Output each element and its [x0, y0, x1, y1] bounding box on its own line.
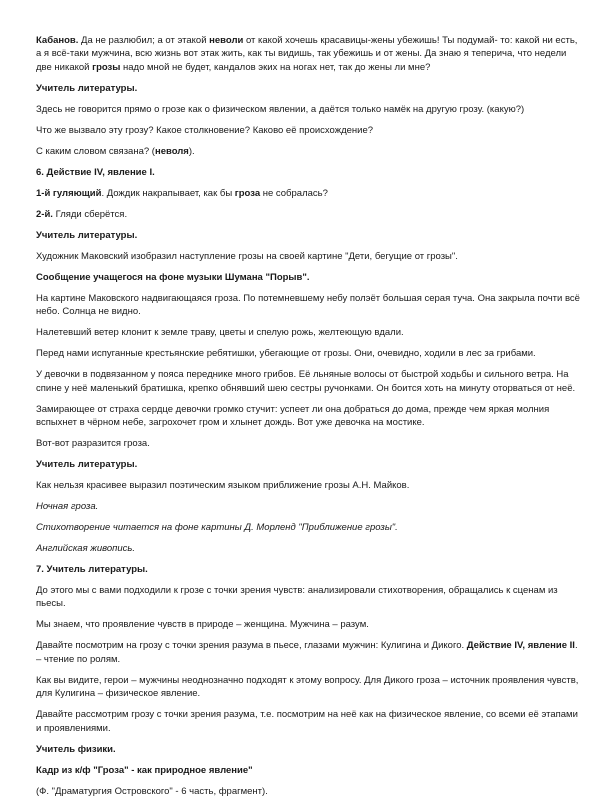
paragraph: Как нельзя красивее выразил поэтическим языком приближение грозы А.Н. Майков. [36, 480, 410, 492]
paragraph: Как вы видите, герои – мужчины неоднозначно подходят к этому вопросу. Для Дикого гроза – источник проявления чувств, для Кулигина – физическое явление. [36, 674, 579, 700]
heading-text: Учитель литературы. [36, 229, 138, 241]
italic-text: Стихотворение читается на фоне картины Д. Морленд "Приближение грозы". [36, 522, 398, 534]
heading-text: Кадр из к/ф "Гроза" - как природное явление" [36, 764, 253, 776]
paragraph: У девочки в подвязанном у пояса переднике много грибов. Её льняные волосы от быстрой ходьбы и сильного ветра. На спине у неё маленький братишка, крепко обнявший шею сестры ручонками. Он боится хоть на минуту оторваться от неё. [36, 369, 576, 394]
heading-physics-teacher [36, 743, 581, 756]
kabanov-speech [36, 34, 581, 74]
paragraph: Давайте рассмотрим грозу с точки зрения разума, т.е. посмотрим на неё как на физическое явление, со всеми её этапами и проявлениями. [36, 709, 578, 734]
speaker-kabanov: Кабанов. [36, 35, 79, 46]
text-span: от какой хочешь красавицы-жены убежишь! Ты подумай- то: какой ни есть, а я всё-таки мужчина, всю жизнь вот этак жить, как ты видишь, так убежишь и от жены. Да знаю я теперича, что недели две никакой [36, 35, 578, 73]
text-span: Давайте посмотрим на грозу с точки зрения разума в пьесе, глазами мужчин: Кулигина и Дикого. [36, 640, 467, 652]
paragraph: Вот-вот разразится гроза. [36, 438, 150, 450]
heading-text: Учитель физики. [36, 743, 116, 755]
text-span: Гляди сберётся. [52, 208, 128, 220]
heading-text: Учитель литературы. [36, 82, 138, 94]
stage-note [36, 521, 581, 534]
paragraph: Что же вызвало эту грозу? Какое столкновение? Каково её происхождение? [36, 124, 374, 136]
keyword-nevolya: неволя [154, 145, 189, 157]
paragraph: Перед нами испуганные крестьянские ребятишки, убегающие от грозы. Они, очевидно, ходили в лес за грибами. [36, 348, 536, 360]
heading-literature-teacher [36, 229, 581, 242]
first-stroller-line [36, 187, 581, 200]
text-span: ). [188, 145, 195, 157]
document-page [36, 34, 581, 806]
paragraph [36, 145, 581, 158]
italic-text: Ночная гроза. [36, 501, 99, 513]
speaker-first-stroller: 1-й гуляющий [36, 187, 102, 199]
paragraph: На картине Маковского надвигающаяся гроза. По потемневшему небу полэёт большая серая туча. Она закрыла почти всё небо. Солнца не видно. [36, 292, 580, 318]
heading-literature-teacher [36, 458, 581, 471]
paragraph: Здесь не говорится прямо о грозе как о физическом явлении, а даётся только намёк на другую грозу. (какую?) [36, 103, 525, 115]
heading-student-report [36, 271, 581, 284]
heading-section-7 [36, 563, 581, 576]
text-span: Да не разлюбил; а от этакой [78, 35, 210, 46]
paragraph: Замирающее от страха сердце девочки громко стучит: успеет ли она добраться до дома, прежде чем яркая молния вспыхнет в чёрном небе, загрохочет гром и хлынет дождь. Вот уже девочка на мостике. [36, 403, 550, 429]
paragraph: Налетевший ветер клонит к земле траву, цветы и спелую рожь, желтеющую вдали. [36, 327, 404, 339]
italic-text: Английская живопись. [36, 543, 136, 555]
paragraph [36, 639, 581, 666]
heading-film-clip [36, 764, 581, 777]
paragraph: Художник Маковский изобразил наступление грозы на своей картине "Дети, бегущие от грозы". [36, 250, 458, 262]
act-iv-scene-ii-ref: Действие IV, явление II [466, 640, 575, 652]
text-span: С каким словом связана? ( [36, 145, 155, 157]
text-span: . – чтение по ролям. [36, 640, 578, 665]
speaker-second-stroller: 2-й. [36, 208, 53, 220]
heading-act-iv-scene-i [36, 166, 581, 179]
keyword-grozy: грозы [92, 61, 121, 73]
heading-text: Сообщение учащегося на фоне музыки Шумана "Порыв". [36, 271, 310, 283]
text-span: не собралась? [260, 187, 328, 199]
text-span: надо мной не будет, кандалов эких на ногах нет, так до жены ли мне? [120, 61, 431, 73]
keyword-groza: гроза [234, 187, 261, 199]
heading-literature-teacher [36, 82, 581, 95]
heading-text: 6. Действие IV, явление I. [36, 166, 155, 178]
paragraph: До этого мы с вами подходили к грозе с точки зрения чувств: анализировали стихотворения, обращались к сценам из пьесы. [36, 585, 558, 610]
paragraph: Мы знаем, что проявление чувств в природе – женщина. Мужчина – разум. [36, 619, 369, 631]
heading-text: Учитель литературы. [36, 459, 138, 471]
text-span: . Дождик накрапывает, как бы [101, 187, 235, 199]
second-stroller-line [36, 208, 581, 221]
paragraph: (Ф. "Драматургия Островского" - 6 часть, фрагмент). [36, 785, 268, 797]
heading-text: 7. Учитель литературы. [36, 564, 148, 576]
stage-note [36, 542, 581, 555]
poem-title [36, 500, 581, 513]
keyword-nevoli: неволи [209, 35, 244, 46]
